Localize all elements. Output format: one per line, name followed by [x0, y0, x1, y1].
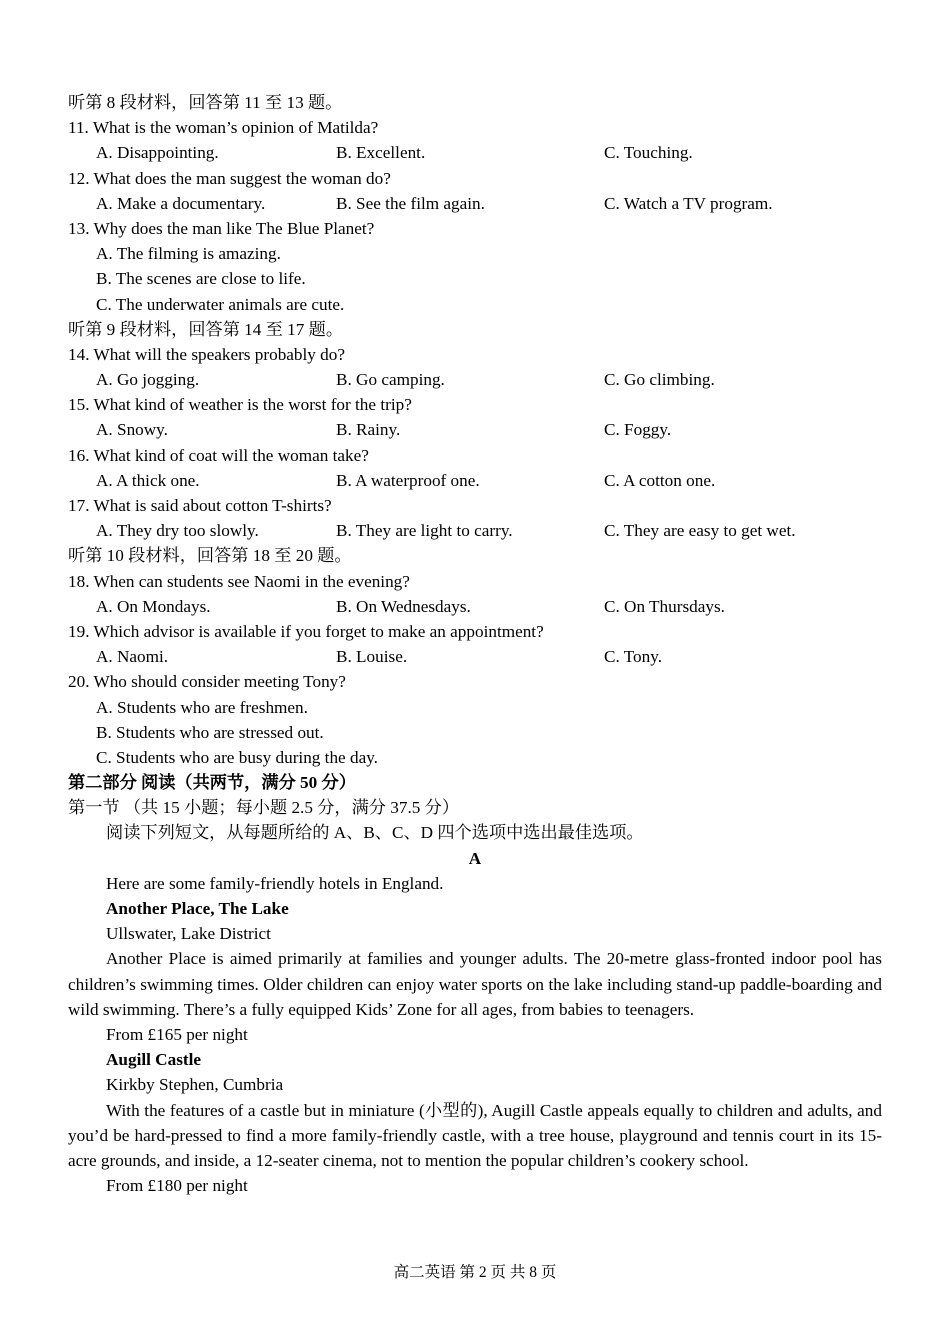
- options-row: [68, 518, 882, 543]
- option-b: B. The scenes are close to life.: [96, 269, 306, 289]
- instruction: 阅读下列短文，从每题所给的 A、B、C、D 四个选项中选出最佳选项。: [106, 823, 644, 843]
- option-b: B. A waterproof one.: [336, 470, 480, 490]
- option-c: C. Touching.: [604, 143, 693, 163]
- option-c: C. They are easy to get wet.: [604, 521, 796, 541]
- question-16: 16. What kind of coat will the woman take?: [68, 445, 369, 465]
- options-row: [68, 594, 882, 619]
- option-a: A. They dry too slowly.: [96, 521, 259, 541]
- section-heading: 听第 8 段材料，回答第 11 至 13 题。: [68, 93, 343, 112]
- page-footer: 高二英语 第 2 页 共 8 页: [393, 1264, 557, 1281]
- hotel-price: From £165 per night: [106, 1024, 248, 1044]
- option-c: C. Students who are busy during the day.: [96, 747, 378, 767]
- question-18: 18. When can students see Naomi in the evening?: [68, 571, 410, 591]
- option-a: A. Students who are freshmen.: [96, 697, 308, 717]
- option-a: A. On Mondays.: [96, 596, 211, 616]
- option-b: B. Louise.: [336, 647, 408, 667]
- section-one-title: 第一节 （共 15 小题；每小题 2.5 分，满分 37.5 分）: [68, 798, 460, 818]
- question-17: 17. What is said about cotton T-shirts?: [68, 496, 332, 515]
- option-c: C. Tony.: [604, 647, 663, 667]
- option-a: A. The filming is amazing.: [96, 244, 281, 264]
- option-c: C. Watch a TV program.: [604, 193, 773, 213]
- option-c: C. Foggy.: [604, 420, 672, 440]
- question-15: 15. What kind of weather is the worst for the trip?: [68, 395, 412, 415]
- hotel-description: Another Place is aimed primarily at families and younger adults. The 20-metre glass-fronted indoor pool has children’s swimming times. Older children can enjoy water sports on the lake including stand-up paddle-boarding and wild swimming. There’s a fully equipped Kids’ Zone for all ages, from babies to teenagers.: [68, 949, 882, 1019]
- option-a: A. Snowy.: [96, 420, 168, 440]
- hotel-location: Kirkby Stephen, Cumbria: [106, 1075, 284, 1095]
- option-c: C. A cotton one.: [604, 470, 716, 490]
- option-a: A. A thick one.: [96, 470, 200, 490]
- option-c: C. Go climbing.: [604, 370, 715, 390]
- question-19: 19. Which advisor is available if you forget to make an appointment?: [68, 621, 544, 641]
- option-b: B. Students who are stressed out.: [96, 722, 324, 742]
- option-b: B. Rainy.: [336, 420, 401, 440]
- passage-intro: Here are some family-friendly hotels in England.: [106, 873, 444, 893]
- passage-label: A: [468, 848, 482, 868]
- option-c: C. On Thursdays.: [604, 596, 725, 616]
- option-b: B. Go camping.: [336, 370, 445, 390]
- option-b: B. Excellent.: [336, 143, 426, 163]
- exam-page: [68, 90, 882, 1198]
- section-heading: 听第 10 段材料，回答第 18 至 20 题。: [68, 546, 352, 566]
- question-13: 13. Why does the man like The Blue Planet?: [68, 218, 375, 238]
- option-c: C. The underwater animals are cute.: [96, 294, 345, 314]
- hotel-location: Ullswater, Lake District: [106, 924, 271, 944]
- question-12: 12. What does the man suggest the woman do?: [68, 168, 391, 188]
- option-b: B. See the film again.: [336, 193, 485, 213]
- question-11: 11. What is the woman’s opinion of Matilda?: [68, 118, 379, 138]
- option-b: B. They are light to carry.: [336, 521, 513, 541]
- options-row: [68, 140, 882, 165]
- part-two-title: 第二部分 阅读（共两节，满分 50 分）: [68, 773, 356, 793]
- section-heading: 听第 9 段材料，回答第 14 至 17 题。: [68, 319, 344, 339]
- question-14: 14. What will the speakers probably do?: [68, 344, 345, 364]
- options-row: [68, 191, 882, 216]
- option-a: A. Go jogging.: [96, 370, 200, 390]
- option-a: A. Disappointing.: [96, 143, 219, 163]
- hotel-price: From £180 per night: [106, 1176, 248, 1196]
- options-row: [68, 468, 882, 493]
- hotel-description: With the features of a castle but in miniature (小型的), Augill Castle appeals equally to children and adults, and you’d be hard-pressed to find a more family-friendly castle, with a tree house, playground and tennis court in its 15-acre grounds, and inside, a 12-seater cinema, not to mention the popular children’s cookery school.: [68, 1100, 882, 1170]
- option-b: B. On Wednesdays.: [336, 596, 471, 616]
- hotel-name: Another Place, The Lake: [106, 899, 289, 918]
- option-a: A. Make a documentary.: [96, 193, 266, 213]
- question-20: 20. Who should consider meeting Tony?: [68, 672, 346, 692]
- options-row: [68, 367, 882, 392]
- option-a: A. Naomi.: [96, 647, 169, 667]
- options-row: [68, 417, 882, 442]
- options-row: [68, 644, 882, 669]
- hotel-name: Augill Castle: [106, 1050, 202, 1070]
